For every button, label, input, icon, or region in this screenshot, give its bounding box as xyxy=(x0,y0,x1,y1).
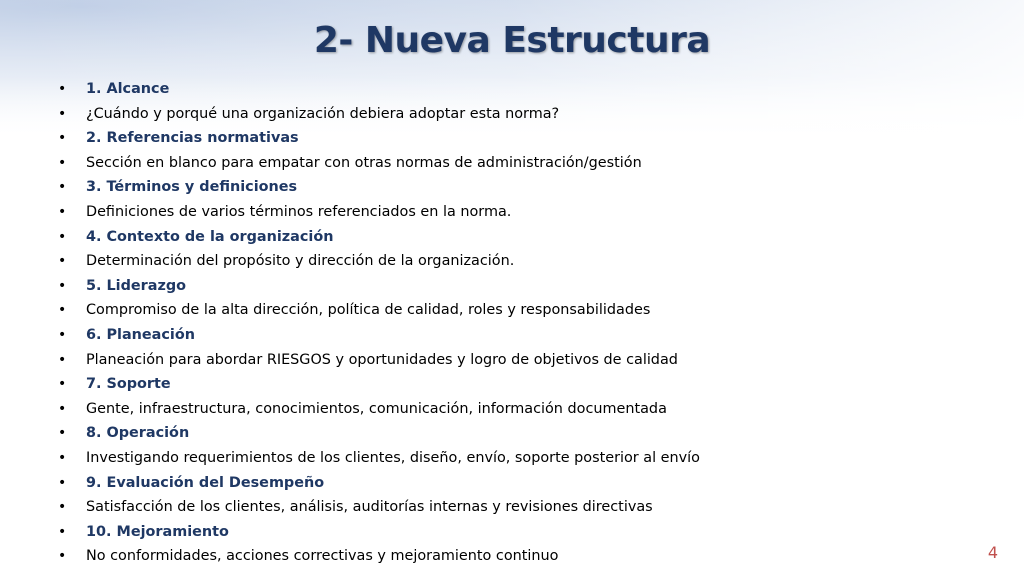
section-heading-item xyxy=(58,471,700,496)
section-heading-text: 6. Planeación xyxy=(86,326,195,343)
section-description-text: Gente, infraestructura, conocimientos, comunicación, información documentada xyxy=(86,400,667,417)
section-description-item xyxy=(58,298,700,323)
section-description-text: Definiciones de varios términos referenciados en la norma. xyxy=(86,203,512,220)
bullet-icon: • xyxy=(58,376,67,393)
bullet-icon: • xyxy=(58,154,67,171)
bullet-icon: • xyxy=(58,449,67,466)
section-heading-item xyxy=(58,274,700,299)
bullet-icon: • xyxy=(58,81,67,97)
bullet-icon: • xyxy=(58,105,67,122)
bullet-icon: • xyxy=(58,499,67,516)
section-heading-text: 4. Contexto de la organización xyxy=(86,228,334,245)
bullet-icon: • xyxy=(58,523,67,540)
bullet-list xyxy=(58,77,700,569)
bullet-icon: • xyxy=(58,474,67,491)
section-heading-item xyxy=(58,323,700,348)
bullet-icon: • xyxy=(58,302,67,319)
section-description-item xyxy=(58,151,700,176)
bullet-icon: • xyxy=(58,179,67,196)
section-description-text: Investigando requerimientos de los clientes, diseño, envío, soporte posterior al envío xyxy=(86,449,700,466)
bullet-icon: • xyxy=(58,253,67,270)
section-heading-item xyxy=(58,126,700,151)
section-description-item xyxy=(58,200,700,225)
section-heading-item xyxy=(58,421,700,446)
bullet-icon: • xyxy=(58,351,67,368)
section-heading-item xyxy=(58,520,700,545)
section-description-text: Satisfacción de los clientes, análisis, auditorías internas y revisiones directivas xyxy=(86,499,653,516)
bullet-icon: • xyxy=(58,425,67,442)
section-heading-text: 1. Alcance xyxy=(86,81,170,97)
section-heading-text: 7. Soporte xyxy=(86,376,171,393)
section-heading-text: 3. Términos y definiciones xyxy=(86,179,298,196)
bullet-icon: • xyxy=(58,277,67,294)
section-description-text: Planeación para abordar RIESGOS y oportunidades y logro de objetivos de calidad xyxy=(86,351,678,368)
bullet-icon: • xyxy=(58,228,67,245)
bullet-icon: • xyxy=(58,400,67,417)
section-description-item xyxy=(58,544,700,569)
bullet-icon: • xyxy=(58,326,67,343)
section-heading-item xyxy=(58,372,700,397)
bullet-icon: • xyxy=(58,548,67,565)
section-description-item xyxy=(58,249,700,274)
section-heading-text: 9. Evaluación del Desempeño xyxy=(86,474,325,491)
section-heading-text: 2. Referencias normativas xyxy=(86,130,299,147)
page-number: 4 xyxy=(987,543,998,562)
bullet-icon: • xyxy=(58,130,67,147)
section-description-item xyxy=(58,102,700,127)
bullet-icon: • xyxy=(58,203,67,220)
section-description-item xyxy=(58,495,700,520)
section-description-text: Determinación del propósito y dirección de la organización. xyxy=(86,253,515,270)
section-heading-text: 5. Liderazgo xyxy=(86,277,187,294)
section-description-text: Sección en blanco para empatar con otras normas de administración/gestión xyxy=(86,154,642,171)
section-heading-text: 8. Operación xyxy=(86,425,190,442)
section-description-text: No conformidades, acciones correctivas y mejoramiento continuo xyxy=(86,548,559,565)
section-heading-item xyxy=(58,225,700,250)
section-description-item xyxy=(58,348,700,373)
section-description-text: Compromiso de la alta dirección, política de calidad, roles y responsabilidades xyxy=(86,302,651,319)
section-description-item xyxy=(58,446,700,471)
section-heading-item xyxy=(58,77,700,102)
section-description-text: ¿Cuándo y porqué una organización debiera adoptar esta norma? xyxy=(86,105,560,122)
section-heading-item xyxy=(58,175,700,200)
section-heading-text: 10. Mejoramiento xyxy=(86,523,229,540)
section-description-item xyxy=(58,397,700,422)
slide-title: 2- Nueva Estructura xyxy=(313,20,711,61)
